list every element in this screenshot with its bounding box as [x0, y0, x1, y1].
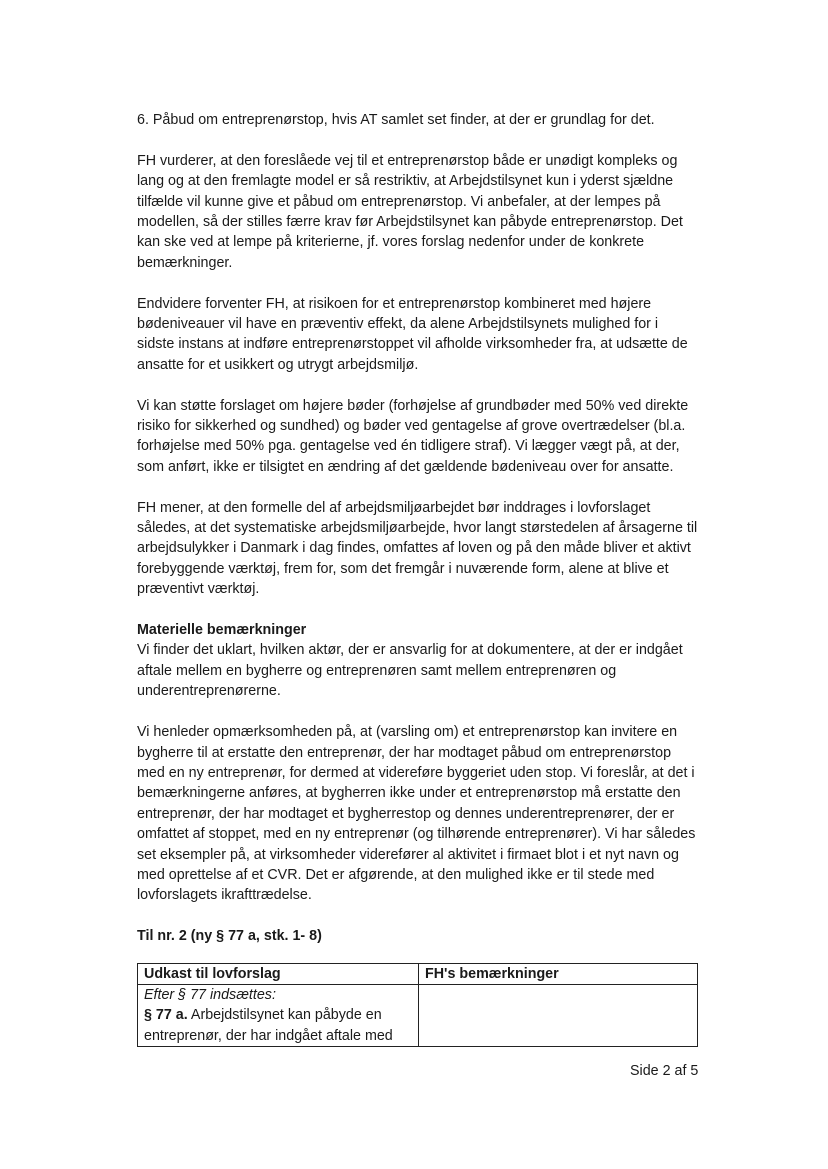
table-row	[138, 984, 698, 1046]
draft-intro: Efter § 77 indsættes:	[144, 986, 276, 1003]
paragraph-formal-work-environment: FH mener, at den formelle del af arbejdsmiljøarbejdet bør inddrages i lovforslaget således, at det systematiske arbejdsmiljøarbejde, hvor langt størstedelen af årsagerne til arbejdsulykker i Danmark i dag findes, omfattes af loven og på den måde bliver et aktivt forebyggende værktøj, frem for, som det fremgår i nuværende form, alene at blive et præventivt værktøj.	[137, 499, 698, 598]
page-number: Side 2 af 5	[630, 1063, 699, 1079]
heading-materielle-bemaerkninger: Materielle bemærkninger	[137, 622, 307, 639]
heading-til-nr-2: Til nr. 2 (ny § 77 a, stk. 1- 8)	[137, 928, 322, 945]
comparison-table	[137, 963, 698, 1048]
draft-section-text: Arbejdstilsynet kan påbyde en entreprenør, der har indgået aftale med	[144, 1007, 393, 1044]
table-header-draft: Udkast til lovforslag	[138, 963, 419, 984]
draft-section-label: § 77 a.	[144, 1007, 188, 1024]
table-cell-draft	[138, 984, 419, 1046]
paragraph-preventive-effect: Endvidere forventer FH, at risikoen for et entreprenørstop kombineret med højere bødeniveauer vil have en præventiv effekt, da alene Arbejdstilsynets mulighed for i sidste instans at indføre entreprenørstoppet vil afholde virksomheder fra, at udsætte de ansatte for et usikkert og utrygt arbejdsmiljø.	[137, 295, 688, 373]
table-header-row	[138, 963, 698, 984]
paragraph-agreement-documentation: Vi finder det uklart, hvilken aktør, der er ansvarlig for at dokumentere, at der er indgået aftale mellem en bygherre og entreprenøren samt mellem entreprenøren og underentreprenørerne.	[137, 642, 683, 700]
document-page	[137, 110, 699, 1047]
paragraph-contractor-replacement: Vi henleder opmærksomheden på, at (varsling om) et entreprenørstop kan invitere en bygherre til at erstatte den entreprenør, der har modtaget påbud om entreprenørstop med en ny entreprenør, for dermed at videreføre byggeriet uden stop. Vi foreslår, at det i bemærkningerne anføres, at bygherren ikke under et entreprenørstop må erstatte den entreprenør, der har modtaget et bygherrestop og dennes underentreprenører, der er omfattet af stoppet, med en ny entreprenør (og tilhørende entreprenører). Vi har således set eksempler på, at virksomheder viderefører al aktivitet i firmaet blot i et nyt navn og med oprettelse af et CVR. Det er afgørende, at den mulighed ikke er til stede med lovforslagets ikrafttrædelse.	[137, 724, 696, 904]
table-cell-remarks	[419, 984, 698, 1046]
paragraph-complexity: FH vurderer, at den foreslåede vej til et entreprenørstop både er unødigt kompleks og lang og at den fremlagte model er så restriktiv, at Arbejdstilsynet kun i yderst sjældne tilfælde vil kunne give et påbud om entreprenørstop. Vi anbefaler, at der lempes på modellen, så der stilles færre krav før Arbejdstilsynet kan påbyde entreprenørstop. Det kan ske ved at lempe på kriterierne, jf. vores forslag nedenfor under de konkrete bemærkninger.	[137, 152, 683, 271]
paragraph-fines: Vi kan støtte forslaget om højere bøder (forhøjelse af grundbøder med 50% ved direkte risiko for sikkerhed og sundhed) og bøder ved gentagelse af grove overtrædelser (bl.a. forhøjelse med 50% pga. gentagelse ved én tidligere straf). Vi lægger vægt på, at der, som anført, ikke er tilsigtet en ændring af det gældende bødeniveau over for ansatte.	[137, 397, 689, 475]
numbered-item-6: 6. Påbud om entreprenørstop, hvis AT samlet set finder, at der er grundlag for det.	[137, 112, 655, 128]
table-header-remarks: FH's bemærkninger	[419, 963, 698, 984]
